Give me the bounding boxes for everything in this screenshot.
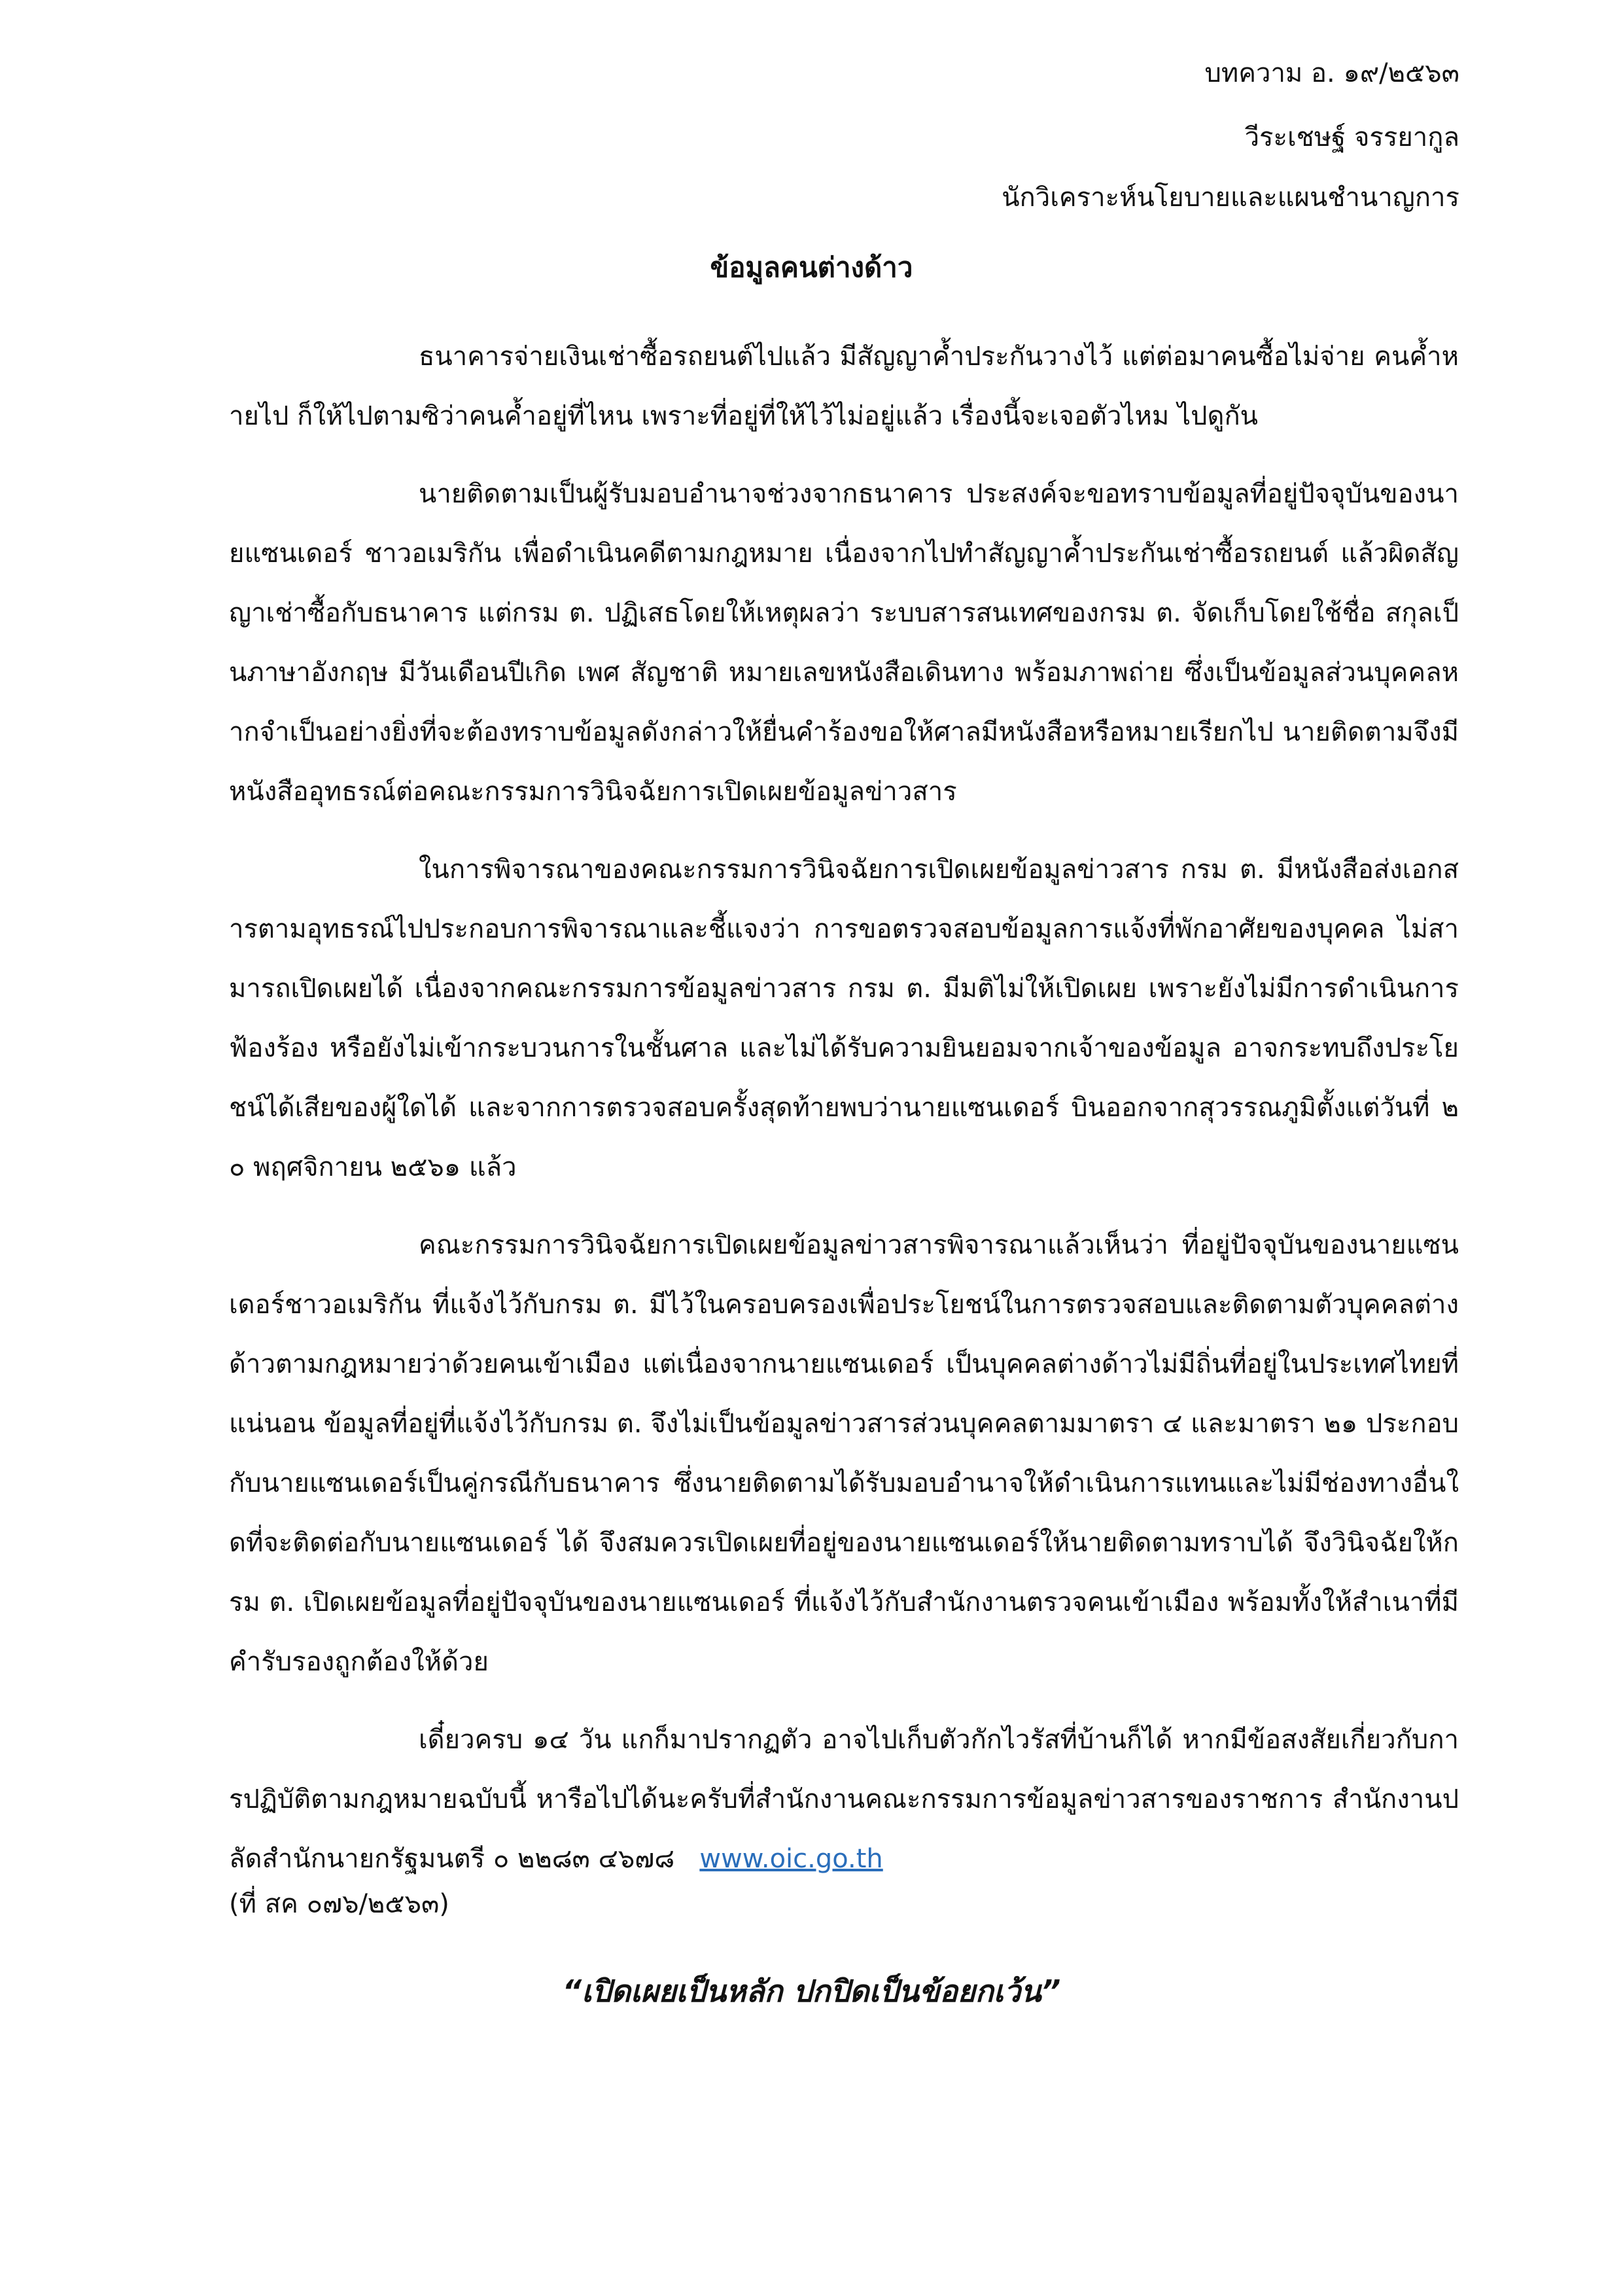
paragraph: ธนาคารจ่ายเงินเช่าซื้อรถยนต์ไปแล้ว มีสัญญาค้ำประกันวางไว้ แต่ต่อมาคนซื้อไม่จ่าย คนค้ำหายไป ก็ให้ไปตามซิว่าคนค้ำอยู่ที่ไหน เพราะที่อยู่ที่ให้ไว้ไม่อยู่แล้ว เรื่องนี้จะเจอตัวไหม ไปดูกัน: [229, 342, 1459, 431]
document-reference-number: (ที่ สค ๐๗๖/๒๕๖๓): [229, 1889, 449, 1919]
article-body: [229, 327, 1459, 1889]
closing-paragraph: [229, 1710, 1459, 1889]
paragraph: ในการพิจารณาของคณะกรรมการวินิจฉัยการเปิดเผยข้อมูลข่าวสาร กรม ต. มีหนังสือส่งเอกสารตามอุทธรณ์ไปประกอบการพิจารณาและชี้แจงว่า การขอตรวจสอบข้อมูลการแจ้งที่พักอาศัยของบุคคล ไม่สามารถเปิดเผยได้ เนื่องจากคณะกรรมการข้อมูลข่าวสาร กรม ต. มีมติไม่ให้เปิดเผย เพราะยังไม่มีการดำเนินการฟ้องร้อง หรือยังไม่เข้ากระบวนการในชั้นศาล และไม่ได้รับความยินยอมจากเจ้าของข้อมูล อาจกระทบถึงประโยชน์ได้เสียของผู้ใดได้ และจากการตรวจสอบครั้งสุดท้ายพบว่านายแซนเดอร์ บินออกจากสุวรรณภูมิตั้งแต่วันที่ ๒๐ พฤศจิกายน ๒๕๖๑ แล้ว: [229, 855, 1459, 1182]
motto: “เปิดเผยเป็นหลัก ปกปิดเป็นข้อยกเว้น”: [562, 1973, 1061, 2009]
oic-website-link[interactable]: www.oic.go.th: [699, 1844, 883, 1874]
closing-text: เดี๋ยวครบ ๑๔ วัน แกก็มาปรากฏตัว อาจไปเก็บตัวกักไวรัสที่บ้านก็ได้ หากมีข้อสงสัยเกี่ยวกับการปฏิบัติตามกฎหมายฉบับนี้ หารือไปได้นะครับที่สำนักงานคณะกรรมการข้อมูลข่าวสารของราชการ สำนักงานปลัดสำนักนายกรัฐมนตรี: [229, 1725, 1459, 1874]
author-position: นักวิเคราะห์นโยบายและแผนชำนาญการ: [1002, 183, 1459, 213]
contact-phone: ๐ ๒๒๘๓ ๔๖๗๘: [493, 1844, 675, 1874]
paragraph: นายติดตามเป็นผู้รับมอบอำนาจช่วงจากธนาคาร ประสงค์จะขอทราบข้อมูลที่อยู่ปัจจุบันของนายแซนเดอร์ ชาวอเมริกัน เพื่อดำเนินคดีตามกฎหมาย เนื่องจากไปทำสัญญาค้ำประกันเช่าซื้อรถยนต์ แล้วผิดสัญญาเช่าซื้อกับธนาคาร แต่กรม ต. ปฏิเสธโดยให้เหตุผลว่า ระบบสารสนเทศของกรม ต. จัดเก็บโดยใช้ชื่อ สกุลเป็นภาษาอังกฤษ มีวันเดือนปีเกิด เพศ สัญชาติ หมายเลขหนังสือเดินทาง พร้อมภาพถ่าย ซึ่งเป็นข้อมูลส่วนบุคคลหากจำเป็นอย่างยิ่งที่จะต้องทราบข้อมูลดังกล่าวให้ยื่นคำร้องขอให้ศาลมีหนังสือหรือหมายเรียกไป นายติดตามจึงมีหนังสืออุทธรณ์ต่อคณะกรรมการวินิจฉัยการเปิดเผยข้อมูลข่าวสาร: [229, 479, 1459, 807]
article-reference: บทความ อ. ๑๙/๒๕๖๓: [1204, 58, 1459, 88]
article-title: ข้อมูลคนต่างด้าว: [710, 251, 913, 283]
author-name: วีระเชษฐ์ จรรยากูล: [1244, 122, 1459, 152]
paragraph: คณะกรรมการวินิจฉัยการเปิดเผยข้อมูลข่าวสารพิจารณาแล้วเห็นว่า ที่อยู่ปัจจุบันของนายแซนเดอร์ชาวอเมริกัน ที่แจ้งไว้กับกรม ต. มีไว้ในครอบครองเพื่อประโยชน์ในการตรวจสอบและติดตามตัวบุคคลต่างด้าวตามกฎหมายว่าด้วยคนเข้าเมือง แต่เนื่องจากนายแซนเดอร์ เป็นบุคคลต่างด้าวไม่มีถิ่นที่อยู่ในประเทศไทยที่แน่นอน ข้อมูลที่อยู่ที่แจ้งไว้กับกรม ต. จึงไม่เป็นข้อมูลข่าวสารส่วนบุคคลตามมาตรา ๔ และมาตรา ๒๑ ประกอบกับนายแซนเดอร์เป็นคู่กรณีกับธนาคาร ซึ่งนายติดตามได้รับมอบอำนาจให้ดำเนินการแทนและไม่มีช่องทางอื่นใดที่จะติดต่อกับนายแซนเดอร์ ได้ จึงสมควรเปิดเผยที่อยู่ของนายแซนเดอร์ให้นายติดตามทราบได้ จึงวินิจฉัยให้กรม ต. เปิดเผยข้อมูลที่อยู่ปัจจุบันของนายแซนเดอร์ ที่แจ้งไว้กับสำนักงานตรวจคนเข้าเมือง พร้อมทั้งให้สำเนาที่มีคำรับรองถูกต้องให้ด้วย: [229, 1230, 1459, 1677]
